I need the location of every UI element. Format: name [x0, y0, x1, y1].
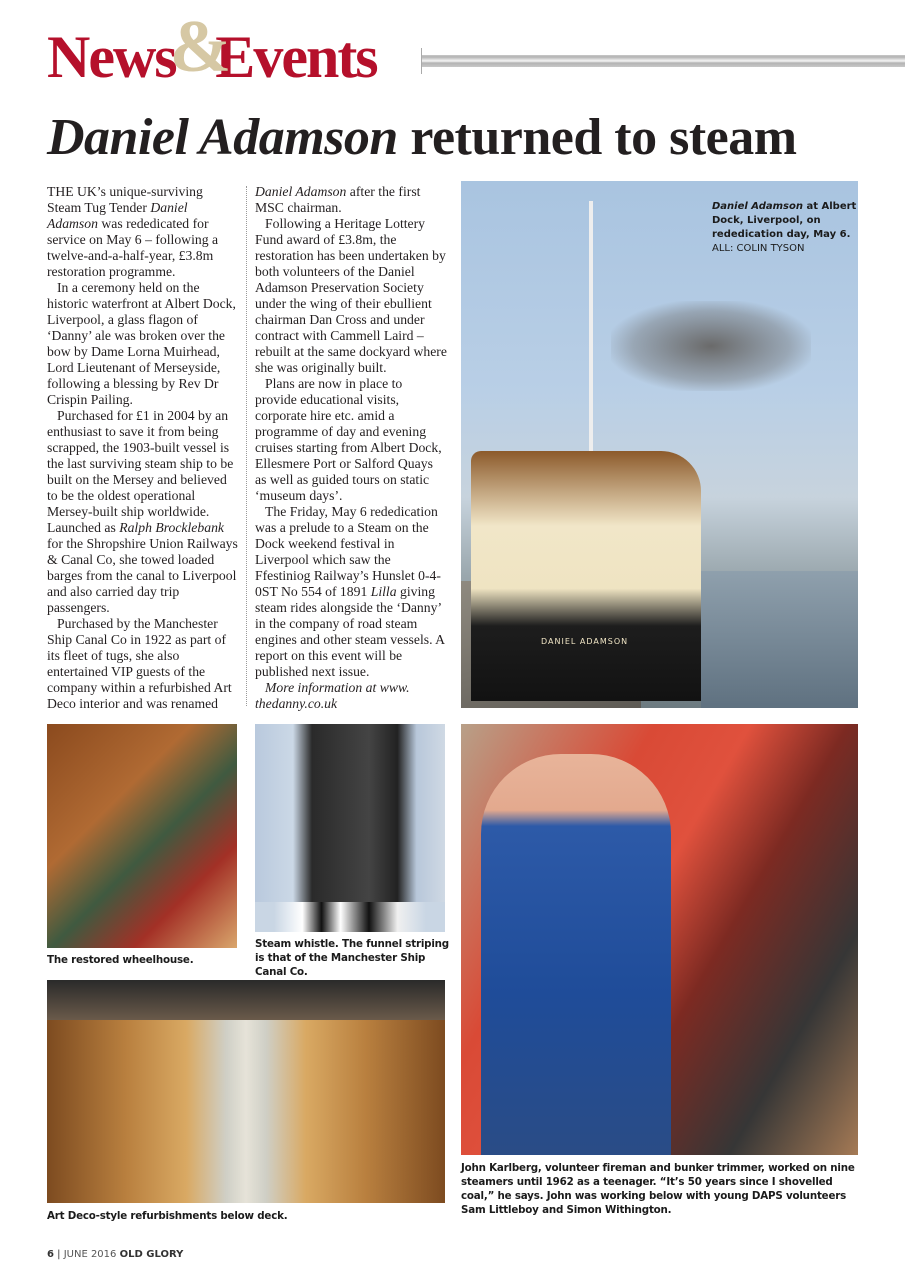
paragraph-3: [47, 408, 239, 616]
caption-below-deck: Art Deco-style refurbishments below deck.: [47, 1210, 288, 1222]
photo-steam-whistle: [255, 724, 445, 932]
caption-ship-name: Daniel Adamson: [712, 201, 803, 212]
paragraph-7: [255, 504, 447, 680]
column-divider: [246, 186, 247, 706]
magazine-name: OLD GLORY: [119, 1249, 184, 1260]
more-info-link[interactable]: [255, 680, 447, 712]
text: The Friday, May 6 rededication was a prelude to a Steam on the Dock weekend festival in Liverpool which saw the Ffestiniog Railway’s Hunslet 0-4-0ST No 554 of 1891: [255, 504, 441, 599]
steam-smoke: [611, 301, 811, 391]
paragraph-4-cont: [255, 184, 447, 216]
photo-below-deck: [47, 980, 445, 1203]
caption-text: at Albert Dock, Liverpool, on rededication day, May 6.: [712, 201, 857, 240]
text: was rededicated for service on May 6 – following a twelve-and-a-half-year, £3.8m restoration programme.: [47, 216, 219, 279]
masthead-ampersand: &: [169, 6, 230, 88]
paragraph-2: In a ceremony held on the historic waterfront at Albert Dock, Liverpool, a glass flagon of ‘Danny’ ale was broken over the bow by Dame Lorna Muirhead, Lord Lieutenant of Merseyside, following a blessing by Rev Dr Crispin Pailing.: [47, 280, 236, 407]
footer-separator: |: [53, 1249, 64, 1260]
text: after the first MSC chairman.: [255, 184, 421, 215]
issue-date: JUNE 2016: [63, 1249, 120, 1260]
ship-name: Ralph Brocklebank: [119, 520, 224, 535]
caption-main-photo: [712, 200, 857, 256]
paragraph-5: Following a Heritage Lottery Fund award of £3.8m, the restoration has been undertaken by both volunteers of the Daniel Adamson Preservation Society under the wing of their ebullient chairman Dan Cross and under contract with Cammell Laird – rebuilt at the same dockyard where she was originally built.: [255, 216, 447, 375]
photo-daniel-adamson-albert-dock: [461, 181, 858, 708]
masthead-news: News: [47, 24, 176, 90]
ship-name: Daniel Adamson: [47, 200, 188, 231]
dock-water: [701, 571, 858, 708]
text: Purchased by the Manchester Ship Canal Co in 1922 as part of its fleet of tugs, she also entertained VIP guests of the company within a refurbished Art Deco interior and was renamed: [47, 616, 232, 711]
ship-hull: [471, 451, 701, 701]
paragraph-6: Plans are now in place to provide educational visits, corporate hire etc. amid a programme of day and evening cruises starting from Albert Dock, Ellesmere Port or Salford Quays as well as guided tours on static ‘museum days’.: [255, 376, 442, 503]
hull-name: DANIEL ADAMSON: [541, 637, 629, 646]
masthead-events: Events: [215, 24, 377, 90]
page-number: 6: [47, 1249, 54, 1260]
caption-whistle: Steam whistle. The funnel striping is that of the Manchester Ship Canal Co.: [255, 938, 449, 978]
text: Purchased for £1 in 2004 by an enthusiast to save it from being scrapped, the 1903-built vessel is the last surviving steam ship to be built on the Mersey and believed to be the oldest operational Mersey-built ship worldwide. Launched as: [47, 408, 234, 535]
paragraph-4: [47, 616, 239, 712]
article-headline: [47, 106, 905, 170]
caption-wheelhouse: The restored wheelhouse.: [47, 954, 194, 966]
photo-credit: ALL: COLIN TYSON: [712, 243, 805, 254]
headline-rest: returned to steam: [397, 109, 797, 166]
section-masthead: [47, 6, 377, 90]
text: giving steam rides alongside the ‘Danny’ in the company of road steam engines and other steam vessels. A report on this event will be published next issue.: [255, 584, 445, 679]
caption-karlberg: John Karlberg, volunteer fireman and bunker trimmer, worked on nine steamers until 1962 as a teenager. “It’s 50 years since I shovelled coal,” he says. John was working below with young DAPS volunteers Sam Littleboy and Simon Withington.: [461, 1162, 855, 1216]
more-info-text[interactable]: More information at www. thedanny.co.uk: [255, 680, 410, 711]
ship-name: Daniel Adamson: [255, 184, 347, 199]
page-footer: [47, 1249, 183, 1260]
ceiling: [47, 980, 445, 1020]
article-column-2: [255, 184, 447, 712]
funnel-stripe: [255, 902, 445, 932]
photo-john-karlberg: [461, 724, 858, 1155]
photo-wheelhouse: [47, 724, 237, 948]
masthead-rule: [422, 55, 905, 67]
ship-mast: [589, 201, 593, 451]
text: for the Shropshire Union Railways & Canal Co, she towed loaded barges from the canal to Liverpool and also carried day trip passengers.: [47, 536, 238, 615]
text: THE UK’s unique-surviving Steam Tug Tender: [47, 184, 203, 215]
article-column-1: [47, 184, 239, 712]
fireman-figure: [481, 754, 671, 1155]
locomotive-name: Lilla: [370, 584, 397, 599]
paragraph-1: [47, 184, 239, 280]
headline-ship-name: Daniel Adamson: [47, 109, 398, 166]
